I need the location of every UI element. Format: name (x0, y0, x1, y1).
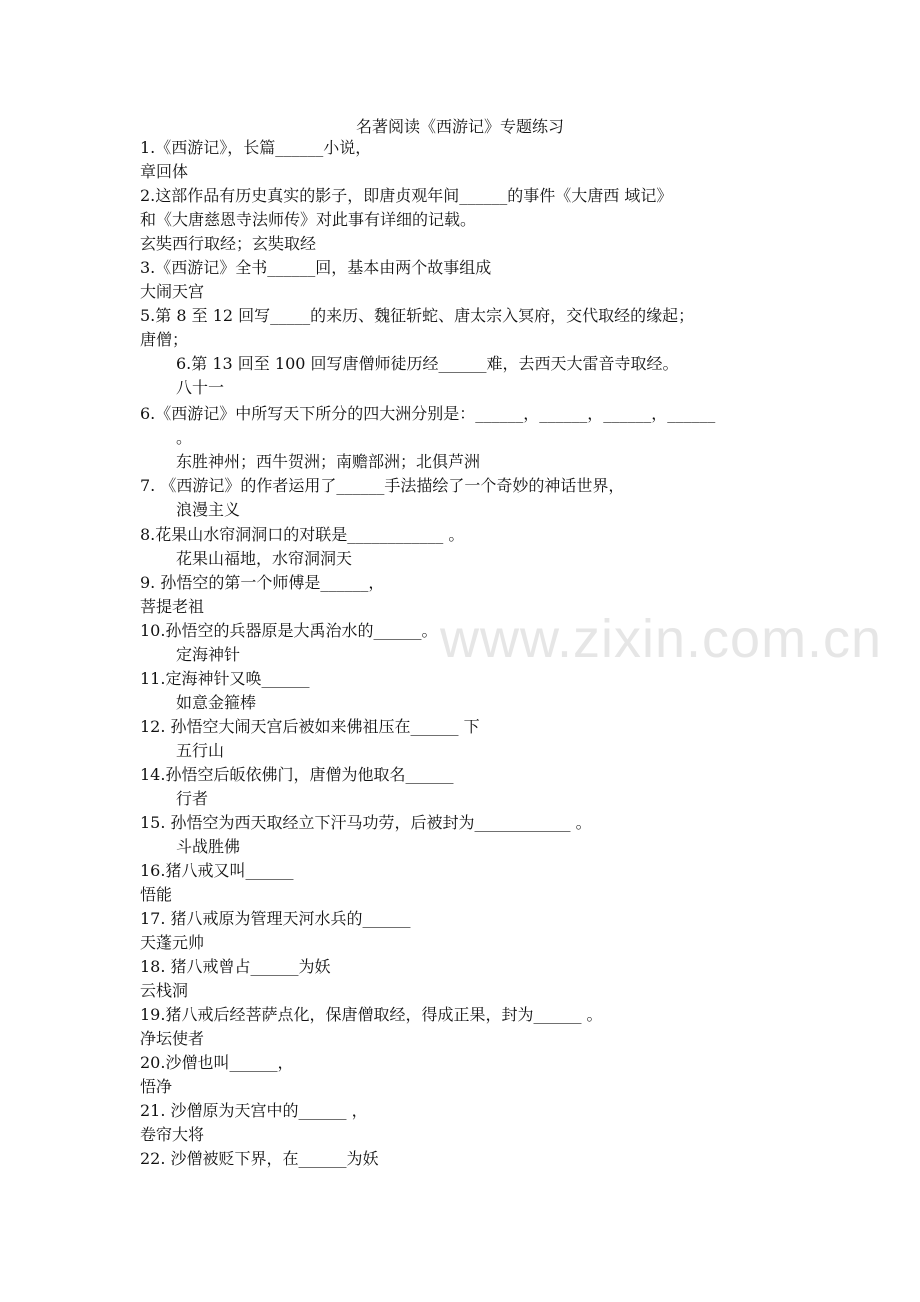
answer-line: 悟能 (140, 885, 173, 904)
answer-line: 斗战胜佛 (176, 837, 241, 856)
question-line: 21. 沙僧原为天宫中的______ ， (140, 1101, 368, 1120)
question-line: 18. 猪八戒曾占______为妖 (140, 957, 331, 976)
question-line: 22. 沙僧被贬下界，在______为妖 (140, 1149, 379, 1168)
page-title: 名著阅读《西游记》专题练习 (355, 117, 564, 136)
question-line: 2.这部作品有历史真实的影子，即唐贞观年间______的事件《大唐西 域记》 (140, 186, 673, 205)
question-line: 7. 《西游记》的作者运用了______手法描绘了一个奇妙的神话世界， (140, 476, 625, 495)
question-line: 和《大唐慈恩寺法师传》对此事有详细的记载。 (140, 210, 477, 229)
question-line: 10.孙悟空的兵器原是大禹治水的______。 (140, 621, 438, 640)
question-line: 12. 孙悟空大闹天宫后被如来佛祖压在______ 下 (140, 717, 480, 736)
question-line: 5.第 8 至 12 回写_____的来历、魏征斩蛇、唐太宗入冥府，交代取经的缘起； (140, 306, 695, 325)
answer-line: 菩提老祖 (140, 597, 205, 616)
answer-line: 八十一 (176, 378, 225, 397)
answer-line: 净坛使者 (140, 1029, 205, 1048)
answer-line: 浪漫主义 (176, 500, 241, 519)
question-line: 9. 孙悟空的第一个师傅是______， (140, 573, 385, 592)
answer-line: 花果山福地，水帘洞洞天 (176, 549, 353, 568)
question-line: 16.猪八戒又叫______ (140, 861, 294, 880)
question-line: 19.猪八戒后经菩萨点化，保唐僧取经，得成正果，封为______ 。 (140, 1005, 603, 1024)
question-line: 6.第 13 回至 100 回写唐僧师徒历经______难，去西天大雷音寺取经。 (176, 354, 679, 373)
question-line: 11.定海神针又唤______ (140, 669, 310, 688)
answer-line: 五行山 (176, 741, 225, 760)
question-line: 15. 孙悟空为西天取经立下汗马功劳，后被封为____________ 。 (140, 813, 592, 832)
answer-line: 章回体 (140, 162, 189, 181)
answer-line: 东胜神州；西牛贺洲；南赡部洲；北俱芦洲 (176, 452, 481, 471)
answer-line: 唐僧； (140, 330, 189, 349)
answer-line: 行者 (176, 789, 209, 808)
question-line: 6.《西游记》中所写天下所分的四大洲分别是：______，______，______，______ (140, 404, 716, 423)
answer-line: 卷帘大将 (140, 1125, 205, 1144)
question-line: 3.《西游记》全书______回，基本由两个故事组成 (140, 258, 492, 277)
question-line: 14.孙悟空后皈依佛门，唐僧为他取名______ (140, 765, 454, 784)
question-line: 8.花果山水帘洞洞口的对联是____________ 。 (140, 525, 465, 544)
question-line: 1.《西游记》，长篇______小说， (140, 138, 372, 157)
question-line: 20.沙僧也叫______， (140, 1053, 294, 1072)
answer-line: 定海神针 (176, 645, 241, 664)
answer-line: 如意金箍棒 (176, 693, 257, 712)
question-line: 17. 猪八戒原为管理天河水兵的______ (140, 909, 411, 928)
answer-line: 大闹天宫 (140, 282, 205, 301)
watermark: www.zixin.com.cn (440, 609, 883, 669)
answer-line: 天蓬元帅 (140, 933, 205, 952)
answer-line: 云栈洞 (140, 981, 189, 1000)
answer-line: 玄奘西行取经；玄奘取经 (140, 234, 317, 253)
question-line: 。 (176, 428, 193, 447)
answer-line: 悟净 (140, 1077, 173, 1096)
